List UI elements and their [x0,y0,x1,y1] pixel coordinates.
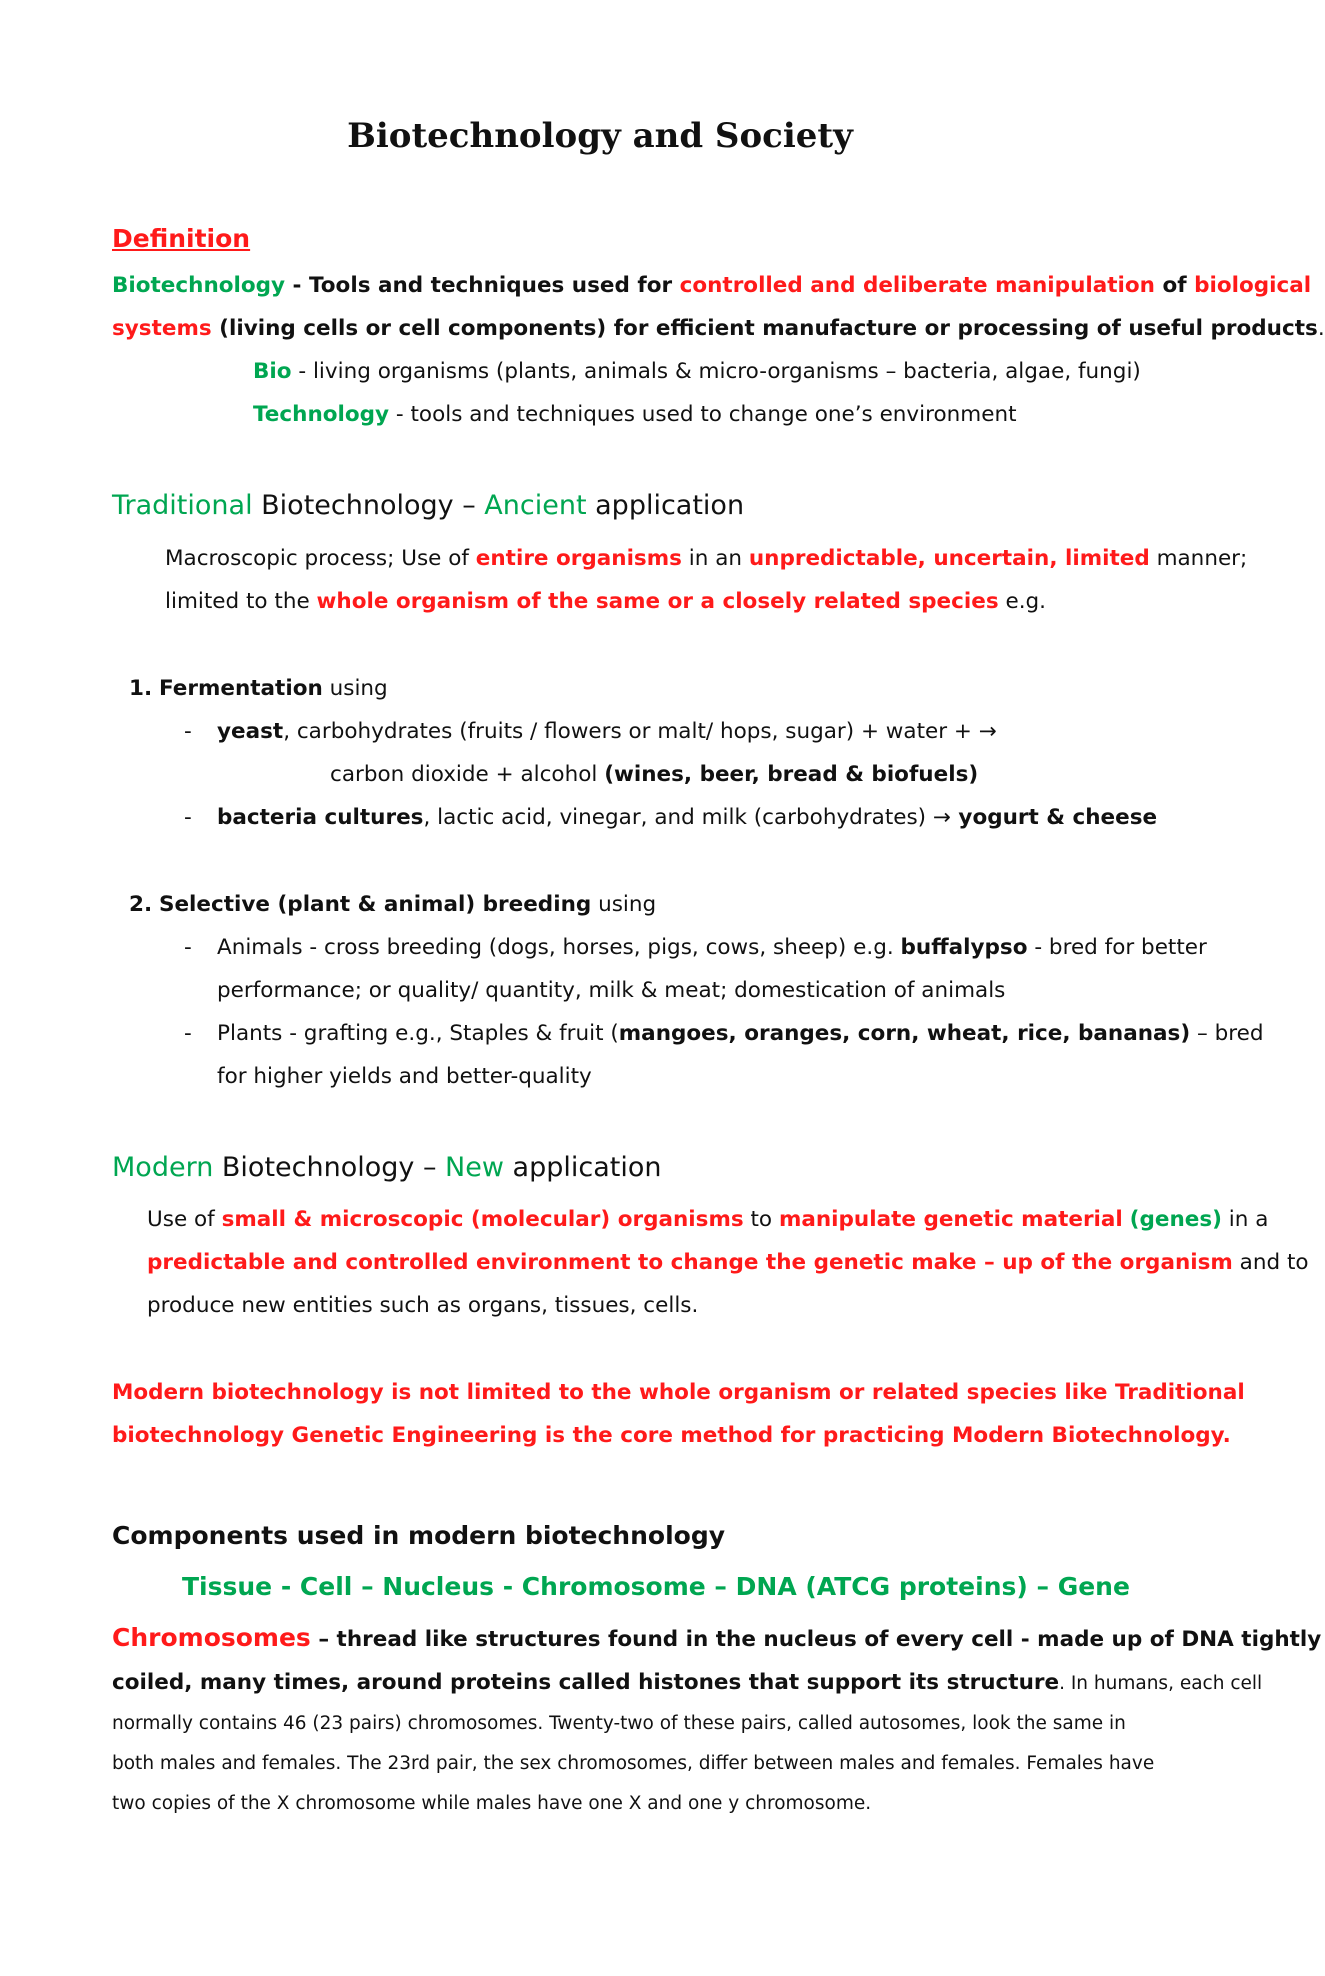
chromosomes-line-1: Chromosomes – thread like structures found in the nucleus of every cell - made up of DNA tightly [112,1623,1322,1652]
modern-heading: Modern Biotechnology – New application [112,1152,662,1183]
arrow-icon: → [932,805,951,830]
components-heading: Components used in modern biotechnology [112,1521,726,1550]
fermentation-item: 1. Fermentation using [129,676,388,701]
components-chain: Tissue - Cell – Nucleus - Chromosome – DNA (ATCG proteins) – Gene [182,1572,1130,1601]
definition-heading: Definition [112,224,251,253]
bullet-dash: - [184,1021,192,1046]
breeding-animals-line: Animals - cross breeding (dogs, horses, pigs, cows, sheep) e.g. buffalypso - bred for better [217,935,1207,960]
modern-note-line-1: Modern biotechnology is not limited to the whole organism or related species like Traditional [112,1380,1245,1405]
fermentation-bacteria-line: bacteria cultures, lactic acid, vinegar, and milk (carbohydrates) → yogurt & cheese [217,805,1158,830]
definition-line-2: systems (living cells or cell components) for efficient manufacture or processing of useful products. [112,316,1325,341]
traditional-para-line-2: limited to the whole organism of the same or a closely related species e.g. [165,589,1047,614]
fermentation-yeast-cont: carbon dioxide + alcohol (wines, beer, bread & biofuels) [330,762,979,787]
definition-line-1: Biotechnology - Tools and techniques used for controlled and deliberate manipulation of biological [112,273,1312,298]
bullet-dash: - [184,935,192,960]
chromosomes-line-4: both males and females. The 23rd pair, the sex chromosomes, differ between males and females. Females have [112,1753,1155,1774]
modern-para-line-2: predictable and controlled environment to change the genetic make – up of the organism and to [147,1250,1309,1275]
definition-technology: Technology - tools and techniques used to change one’s environment [253,402,1017,427]
arrow-icon: → [978,719,997,744]
modern-para-line-3: produce new entities such as organs, tissues, cells. [147,1293,699,1318]
modern-note-line-2: biotechnology Genetic Engineering is the core method for practicing Modern Biotechnology. [112,1423,1231,1448]
selective-breeding-item: 2. Selective (plant & animal) breeding using [129,892,657,917]
fermentation-yeast-line: yeast, carbohydrates (fruits / flowers or malt/ hops, sugar) + water + → [217,719,997,744]
chromosomes-line-3: normally contains 46 (23 pairs) chromosomes. Twenty-two of these pairs, called autosomes, look the same in [112,1713,1126,1734]
traditional-para-line-1: Macroscopic process; Use of entire organisms in an unpredictable, uncertain, limited manner; [165,546,1248,571]
page-title: Biotechnology and Society [347,116,853,156]
modern-para-line-1: Use of small & microscopic (molecular) organisms to manipulate genetic material (genes) in a [147,1207,1269,1232]
traditional-heading: Traditional Biotechnology – Ancient application [112,490,745,521]
bullet-dash: - [184,805,192,830]
bullet-dash: - [184,719,192,744]
chromosomes-line-5: two copies of the X chromosome while males have one X and one y chromosome. [112,1793,872,1814]
term-chromosomes: Chromosomes [112,1623,311,1652]
breeding-plants-cont: for higher yields and better-quality [217,1064,592,1089]
definition-bio: Bio - living organisms (plants, animals & micro-organisms – bacteria, algae, fungi) [253,359,1141,384]
chromosomes-line-2: coiled, many times, around proteins called histones that support its structure. In humans, each cell [112,1670,1263,1695]
breeding-plants-line: Plants - grafting e.g., Staples & fruit (mangoes, oranges, corn, wheat, rice, bananas) – bred [217,1021,1264,1046]
breeding-animals-cont: performance; or quality/ quantity, milk & meat; domestication of animals [217,978,1006,1003]
term-biotechnology: Biotechnology [112,273,286,298]
